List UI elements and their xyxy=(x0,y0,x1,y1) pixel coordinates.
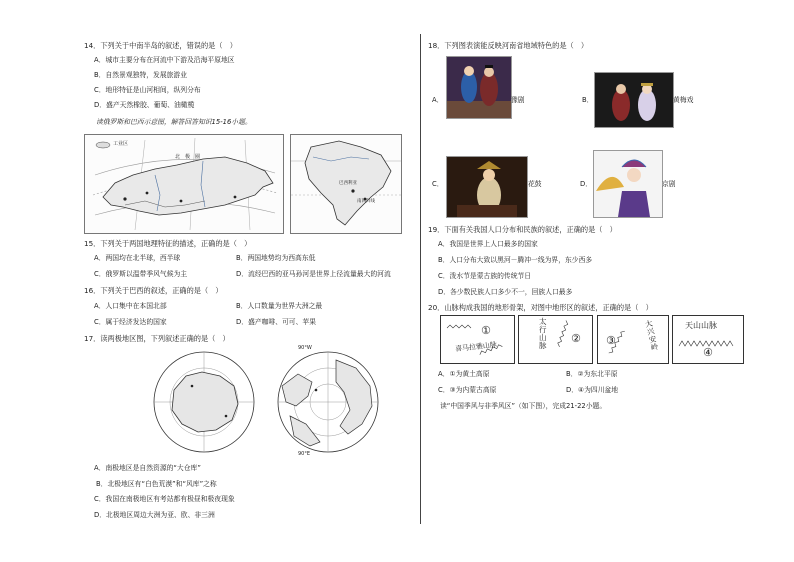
q20-option-d: D．④为四川盆地 xyxy=(566,386,619,394)
opera-photo-b xyxy=(594,72,674,128)
opera-photo-c xyxy=(446,156,528,218)
mountain-name-4: 天山山脉 xyxy=(685,321,717,330)
mountain-box-3 xyxy=(597,315,669,364)
q20-option-c: C．③为内蒙古高原 xyxy=(438,386,497,394)
q16-option-d: D．盛产咖啡、可可、苹果 xyxy=(236,318,316,326)
mountain-num-4: ④ xyxy=(703,346,713,359)
q19-option-d: D．各少数民族人口多少不一，回族人口最多 xyxy=(438,288,573,296)
legend-industry: 工业区 xyxy=(113,141,129,147)
q20-option-a: A．①为黄土高原 xyxy=(438,370,490,378)
q18-option-d-caption: 京剧 xyxy=(662,180,676,188)
mountain-name-2: 太行山脉 xyxy=(539,317,547,350)
q16-option-a: A．人口集中在本国北部 xyxy=(94,302,167,310)
q18-option-c-letter: C． xyxy=(432,180,444,188)
q20-stem: 20．山脉构成我国的地形骨架，对图中地形区的叙述，正确的是（ ） xyxy=(428,303,653,312)
q19-option-c: C．泼水节是蒙古族的传统节日 xyxy=(438,272,532,280)
tropic-label: 南回归线 xyxy=(357,199,375,204)
q18-option-b-letter: B． xyxy=(582,96,594,104)
mountain-box-2 xyxy=(518,315,593,364)
mountain-num-1: ① xyxy=(481,324,491,337)
q19-option-a: A．我国是世界上人口最多的国家 xyxy=(438,240,538,248)
mountain-box-4 xyxy=(672,315,744,364)
q16-option-b: B．人口数量为世界大洲之最 xyxy=(236,302,323,310)
q18-option-d-letter: D． xyxy=(580,180,593,188)
q15-option-b: B．两国地势均为西高东低 xyxy=(236,254,316,262)
q17-option-a: A．南极地区是自然资源的“大仓库” xyxy=(94,464,201,472)
q17-option-b: B．北极地区有“白色荒漠”和“风库”之称 xyxy=(96,480,217,488)
polar-top-label: 90°W xyxy=(298,345,312,351)
q18-option-c-caption: 花鼓 xyxy=(528,180,542,188)
opera-photo-a xyxy=(446,56,512,119)
q19-stem: 19．下面有关我国人口分布和民族的叙述，正确的是（ ） xyxy=(428,225,617,234)
mountain-num-2: ② xyxy=(571,332,581,345)
q18-option-a-caption: 豫剧 xyxy=(511,96,525,104)
q17-option-c: C．我国在南极地区有考站都有极昼和极夜现象 xyxy=(94,495,235,503)
opera-photo-d xyxy=(593,150,663,218)
q15-option-a: A．两国均在北半球，西半球 xyxy=(94,254,181,262)
q15-stem: 15．下列关于两国地理特征的描述，正确的是（ ） xyxy=(84,239,252,248)
q14-stem: 14．下列关于中南半岛的叙述，错误的是（ ） xyxy=(84,41,237,50)
q18-option-b-caption: 黄梅戏 xyxy=(673,96,694,104)
mountain-num-3: ③ xyxy=(606,334,616,347)
q15-option-c: C．俄罗斯以温带季风气候为主 xyxy=(94,270,188,278)
brazil-map xyxy=(290,134,402,234)
q14-option-d: D．盛产天然橡胶、葡萄、油橄榄 xyxy=(94,101,195,109)
q16-option-c: C．属于经济发达的国家 xyxy=(94,318,167,326)
intro-15-16: 读俄罗斯和巴西示意图，解答回答知识15-16小题。 xyxy=(96,118,252,126)
q16-stem: 16．下列关于巴西的叙述，正确的是（ ） xyxy=(84,286,223,295)
q18-stem: 18．下列图表演能反映河南省地域特色的是（ ） xyxy=(428,41,589,50)
russia-map xyxy=(84,134,284,234)
q14-option-a: A．城市主要分布在河流中下游及沿海平原地区 xyxy=(94,56,235,64)
q17-stem: 17．读两极地区图，下列叙述正确的是（ ） xyxy=(84,334,230,343)
mountain-name-1: 喜马拉雅山脉 xyxy=(454,340,498,354)
q20-option-b: B．②为东北平原 xyxy=(566,370,618,378)
column-divider xyxy=(420,34,421,524)
mountain-box-1 xyxy=(440,315,515,364)
q18-option-a-letter: A． xyxy=(432,96,444,104)
q14-option-b: B．自然景观独特，发展旅游业 xyxy=(94,71,188,79)
mountain-name-3: 大兴安岭 xyxy=(644,318,660,353)
brasilia-label: 巴西利亚 xyxy=(339,181,357,186)
intro-21-22: 读“中国季风与非季风区”（如下图），完成21-22小题。 xyxy=(440,402,607,410)
arctic-map xyxy=(278,352,378,452)
q19-option-b: B．人口分布大致以黑河－腾冲一线为界，东少西多 xyxy=(438,256,593,264)
q15-option-d: D．流经巴西的亚马孙河是世界上径流量最大的河流 xyxy=(236,270,391,278)
q14-option-c: C．地形特征是山河相间，纵列分布 xyxy=(94,86,201,94)
arctic-circle-label: 北 极 圈 xyxy=(175,154,201,160)
polar-maps xyxy=(140,346,392,456)
polar-bottom-label: 90°E xyxy=(298,451,311,457)
antarctic-map xyxy=(154,352,254,452)
q17-option-d: D．北极地区周边大洲为亚、欧、非三洲 xyxy=(94,511,215,519)
